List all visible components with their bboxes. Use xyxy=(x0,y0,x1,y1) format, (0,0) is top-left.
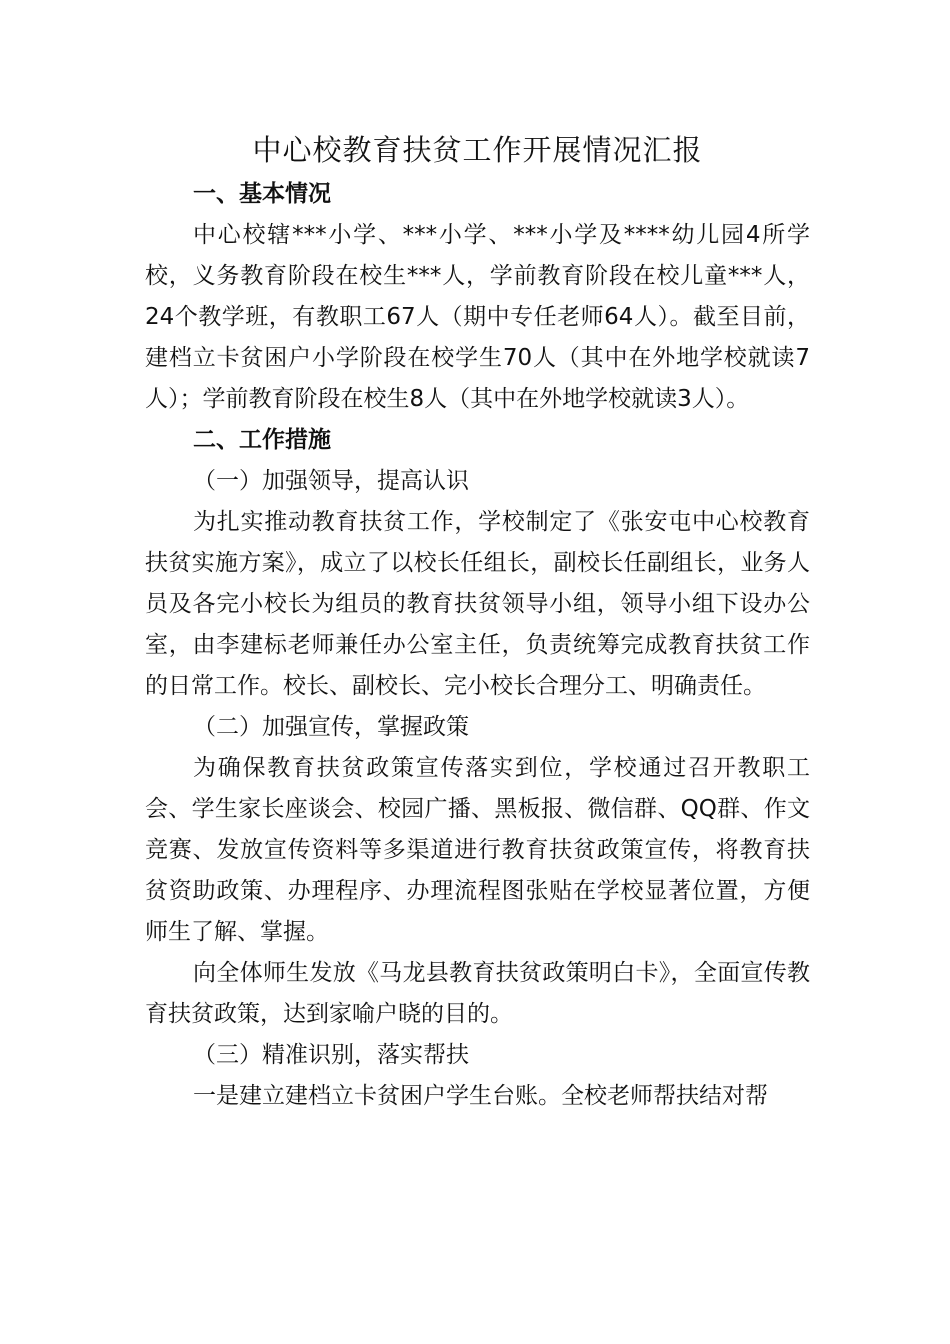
subsection-heading-identification: （三）精准识别，落实帮扶 xyxy=(193,1042,469,1068)
paragraph-identification: 一是建立建档立卡贫困户学生台账。全校老师帮扶结对帮 xyxy=(193,1083,768,1109)
subsection-heading-leadership: （一）加强领导，提高认识 xyxy=(193,468,469,494)
document-title: 中心校教育扶贫工作开展情况汇报 xyxy=(252,133,703,167)
paragraph-publicity-1: 为确保教育扶贫政策宣传落实到位，学校通过召开教职工会、学生家长座谈会、校园广播、黑板报、微信群、QQ群、作文竞赛、发放宣传资料等多渠道进行教育扶贫政策宣传，将教育扶贫资助政策、办理程序、办理流程图张贴在学校显著位置，方便师生了解、掌握。 xyxy=(145,755,810,945)
section-heading-basic: 一、基本情况 xyxy=(193,181,331,207)
paragraph-publicity-2: 向全体师生发放《马龙县教育扶贫政策明白卡》，全面宣传教育扶贫政策，达到家喻户晓的目的。 xyxy=(145,960,810,1027)
subsection-heading-publicity: （二）加强宣传，掌握政策 xyxy=(193,714,469,740)
paragraph-basic-info: 中心校辖***小学、***小学、***小学及****幼儿园4所学校，义务教育阶段在校生***人，学前教育阶段在校儿童***人，24个教学班，有教职工67人（期中专任老师64人）。截至目前，建档立卡贫困户小学阶段在校学生70人（其中在外地学校就读7人）；学前教育阶段在校生8人（其中在外地学校就读3人）。 xyxy=(145,222,810,412)
paragraph-leadership: 为扎实推动教育扶贫工作，学校制定了《张安屯中心校教育扶贫实施方案》，成立了以校长任组长，副校长任副组长，业务人员及各完小校长为组员的教育扶贫领导小组，领导小组下设办公室，由李建标老师兼任办公室主任，负责统筹完成教育扶贫工作的日常工作。校长、副校长、完小校长合理分工、明确责任。 xyxy=(145,509,810,699)
section-heading-measures: 二、工作措施 xyxy=(193,427,331,453)
